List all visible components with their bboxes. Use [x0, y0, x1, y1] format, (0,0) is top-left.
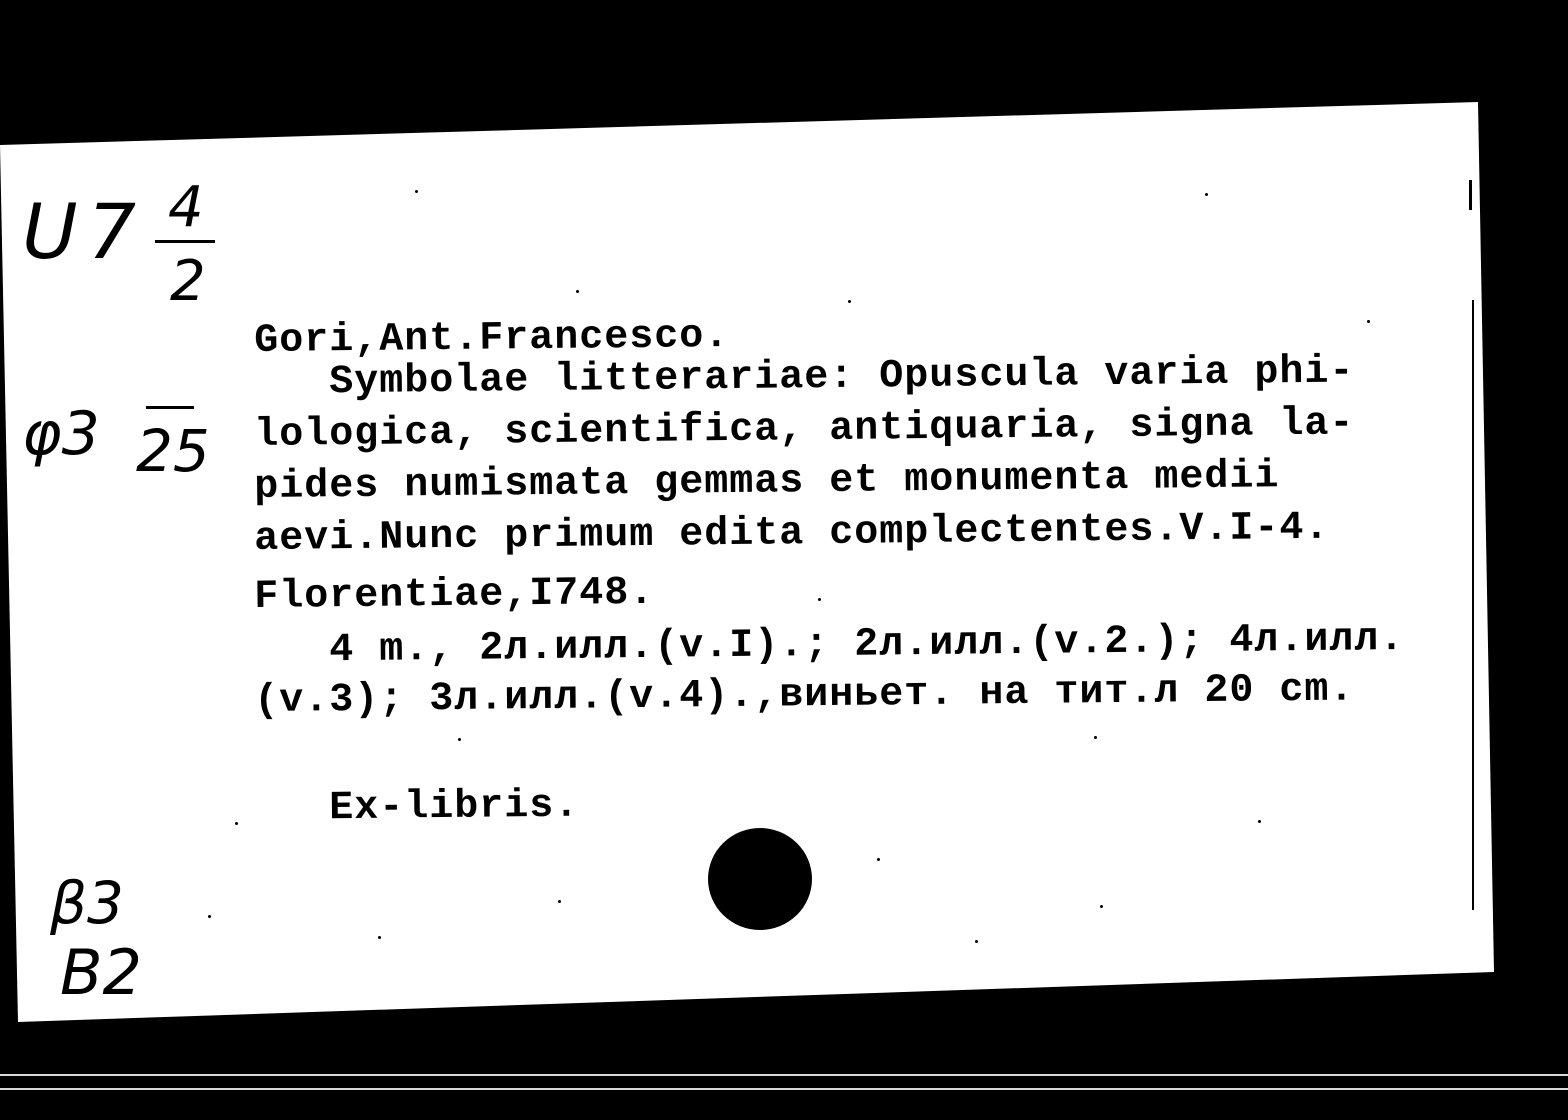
scan-line — [0, 1074, 1568, 1076]
scan-speck — [1094, 736, 1097, 739]
shelfmark-second-prefix: φ3 — [22, 399, 100, 469]
shelfmark-bottom-line1: β3 — [50, 869, 124, 937]
edge-mark — [1472, 300, 1474, 910]
imprint-line: Florentiae,I748. — [254, 570, 655, 620]
scan-speck — [558, 900, 561, 903]
shelfmark-numerator: 4 — [168, 175, 204, 240]
title-line: Symbolae litterariae: Opuscula varia phi- — [254, 349, 1355, 406]
overline — [146, 406, 194, 409]
scan-speck — [458, 738, 461, 741]
scan-speck — [848, 300, 851, 303]
shelfmark-denominator: 2 — [170, 249, 206, 314]
scan-speck — [877, 858, 880, 861]
scan-speck — [235, 822, 238, 825]
scan-speck — [1205, 193, 1208, 196]
scan-speck — [576, 290, 579, 293]
title-line: lologica, scientifica, antiquaria, signa la- — [254, 401, 1355, 458]
shelfmark-bottom-line2: B2 — [60, 936, 142, 1009]
title-line: pides numismata gemmas et monumenta medii — [254, 454, 1280, 510]
scan-speck — [208, 915, 211, 918]
fraction-bar — [155, 240, 215, 243]
scan-speck — [818, 598, 821, 601]
collation-line: 4 m., 2л.илл.(v.I).; 2л.илл.(v.2.); 4л.илл. — [254, 616, 1405, 674]
scan-speck — [1367, 320, 1370, 323]
punch-hole — [708, 828, 812, 930]
scan-speck — [1100, 905, 1103, 908]
note-line: Ex-libris. — [254, 783, 580, 832]
scan-speck — [975, 940, 978, 943]
shelfmark-second-denominator: 25 — [136, 417, 210, 485]
scan-speck — [415, 190, 418, 193]
scan-line — [0, 1088, 1568, 1090]
edge-mark — [1469, 180, 1472, 210]
title-line: aevi.Nunc primum edita complectentes.V.I-4. — [254, 505, 1330, 562]
scan-speck — [378, 936, 381, 939]
scan-speck — [1258, 820, 1261, 823]
collation-line: (v.3); 3л.илл.(v.4).,виньет. на тит.л 20 cm. — [254, 667, 1355, 724]
author-line: Gori,Ant.Francesco. — [254, 314, 730, 364]
shelfmark-prefix: U7 — [22, 187, 146, 276]
